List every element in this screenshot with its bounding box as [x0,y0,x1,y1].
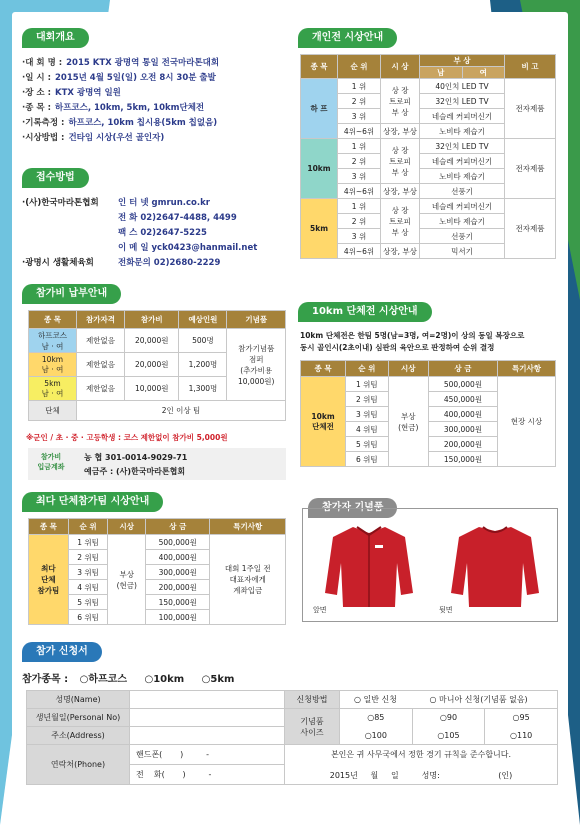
tenk-header: 상 금 [428,361,497,377]
jacket-back-label: 뒷면 [439,606,453,614]
section-title-application: 참가 신청서 [22,642,102,662]
individual-award-last: 상장, 부상 [381,244,420,259]
form-pledge-cell [285,745,558,785]
individual-prize: 노비타 제습기 [420,124,505,139]
tenk-header: 종 목 [301,361,346,377]
individual-rank: 3 위 [338,169,381,184]
rank-amount: 400,000원 [428,407,497,422]
apply-org2-contact: 전화문의 02)2680-2229 [118,258,221,268]
rank-note: 대회 1주일 전 대표자에게 계좌입금 [210,535,286,625]
individual-prize: 40인치 LED TV [420,79,505,94]
form-option-10km[interactable]: ○10km [144,674,185,685]
individual-rank: 3 위 [338,109,381,124]
rank-amount: 500,000원 [146,535,210,550]
form-method-general[interactable]: ○ 일반 신청 [354,695,397,704]
individual-header: 부 상 [420,55,505,67]
form-birth-field[interactable] [130,709,285,727]
form-event-line [22,670,234,685]
fee-event: 하프코스 남 · 여 [29,329,77,353]
fee-header: 종 목 [29,311,77,329]
rank-position: 3 위팀 [346,407,389,422]
form-name-field[interactable] [130,691,285,709]
souvenir-box [302,508,558,622]
outline-item-value: 하프코스, 10km, 5km, 10km단체전 [54,103,205,113]
fee-group-label: 단체 [29,401,77,421]
form-size-105[interactable]: ○105 [412,727,485,745]
individual-rank: 4위~6위 [338,124,381,139]
individual-prize: 네슬레 커피머신기 [420,199,505,214]
form-date-line[interactable]: 2015년 월 일 성명: (인) [329,771,513,780]
rank-position: 6 위팀 [68,610,108,625]
fee-qual: 제한없음 [77,377,125,401]
individual-rank: 1 위 [338,79,381,94]
individual-award-last: 상장, 부상 [381,124,420,139]
individual-note: 전자제품 [505,199,556,259]
rank-amount: 400,000원 [146,550,210,565]
individual-prize: 32인치 LED TV [420,94,505,109]
form-size-label: 기념품 사이즈 [285,709,340,745]
fee-amount: 20,000원 [125,329,179,353]
fee-count: 1,200명 [179,353,227,377]
tenk-header: 시상 [388,361,428,377]
rank-amount: 300,000원 [146,565,210,580]
fee-table [28,310,286,421]
individual-subheader-male: 남 [420,67,463,79]
tenk-header: 특기사항 [497,361,555,377]
rank-note: 현장 시상 [497,377,555,467]
jacket-front-image [323,523,415,609]
section-title-10km-team: 10km 단체전 시상안내 [298,302,432,322]
outline-item-value: 2015 KTX 광명역 통일 전국마라톤대회 [66,58,220,68]
section-title-souvenir: 참가자 기념품 [308,498,397,518]
form-size-85[interactable]: ○85 [340,709,413,727]
fee-header: 참가비 [125,311,179,329]
form-size-110[interactable]: ○110 [485,727,558,745]
team-award-table [28,518,286,625]
individual-rank: 4위~6위 [338,184,381,199]
individual-event: 5km [301,199,338,259]
form-address-field[interactable] [130,727,285,745]
individual-note: 전자제품 [505,139,556,199]
form-contact-label: 연락처(Phone) [27,745,130,785]
fee-amount: 20,000원 [125,353,179,377]
account-holder: 예금주 : (사)한국마라톤협회 [84,467,186,476]
outline-item [22,86,121,98]
apply-org1: ·(사)한국마라톤협회 [22,198,99,208]
rank-amount: 300,000원 [428,422,497,437]
rank-event: 10km 단체전 [301,377,346,467]
account-label: 참가비 입금계좌 [37,453,65,471]
apply-fax: 팩 스 02)2647-5225 [118,228,207,238]
team-award-header: 시상 [108,519,146,535]
tenk-header: 순 위 [346,361,389,377]
individual-header: 순 위 [338,55,381,79]
individual-header: 비 고 [505,55,556,79]
section-title-apply: 접수방법 [22,168,89,188]
outline-item-key: ·종 목 : [22,103,51,113]
rank-position: 5 위팀 [346,437,389,452]
individual-event: 10km [301,139,338,199]
individual-prize: 네슬레 커피머신기 [420,109,505,124]
fee-event: 5km 남 · 여 [29,377,77,401]
apply-org2: ·광명시 생활체육회 [22,258,94,268]
account-number: 농 협 301-0014-9029-71 [84,453,188,462]
outline-item-key: ·일 시 : [22,73,51,83]
section-title-outline: 대회개요 [22,28,89,48]
rank-position: 5 위팀 [68,595,108,610]
individual-rank: 3 위 [338,229,381,244]
form-option-half[interactable]: ○하프코스 [79,674,127,685]
tenk-table [300,360,556,467]
individual-prize: 32인치 LED TV [420,139,505,154]
fee-header: 기념품 [227,311,286,329]
rank-position: 3 위팀 [68,565,108,580]
jacket-back-image [449,523,541,609]
fee-header: 참가자격 [77,311,125,329]
rank-event: 최다 단체 참가팀 [29,535,69,625]
individual-prize: 네슬레 커피머신기 [420,154,505,169]
individual-header: 시 상 [381,55,420,79]
rank-position: 4 위팀 [346,422,389,437]
form-size-95[interactable]: ○95 [485,709,558,727]
fee-souvenir: 참가기념품 점퍼 (추가비용 10,000원) [227,329,286,401]
outline-item [22,56,219,68]
apply-email: 이 메 일 yck0423@hanmail.net [118,243,258,253]
fee-count: 500명 [179,329,227,353]
fee-qual: 제한없음 [77,329,125,353]
rank-position: 4 위팀 [68,580,108,595]
fee-event: 10km 남 · 여 [29,353,77,377]
individual-prize: 믹서기 [420,244,505,259]
rank-position: 2 위팀 [346,392,389,407]
outline-item-value: 하프코스, 10km 칩시용(5km 칩없음) [68,118,218,128]
individual-award: 상 장 트로피 부 상 [381,79,420,124]
outline-item-key: ·기록측정 : [22,118,65,128]
rank-prize-type: 부상 (현금) [108,535,146,625]
account-box [28,448,286,480]
rank-amount: 200,000원 [146,580,210,595]
form-size-100[interactable]: ○100 [340,727,413,745]
outline-item-value: KTX 광명역 일원 [54,88,121,98]
outline-item-value: 2015년 4월 5일(일) 오전 8시 30분 출발 [54,73,216,83]
individual-rank: 1 위 [338,139,381,154]
team-award-header: 특기사항 [210,519,286,535]
fee-header: 예상인원 [179,311,227,329]
individual-rank: 2 위 [338,154,381,169]
individual-header: 종 목 [301,55,338,79]
fee-count: 1,300명 [179,377,227,401]
team-award-header: 종 목 [29,519,69,535]
rank-position: 1 위팀 [68,535,108,550]
form-birth-label: 생년월일(Personal No) [27,709,130,727]
rank-amount: 200,000원 [428,437,497,452]
form-phone-field[interactable]: 전 화( ) - [130,765,285,785]
rank-amount: 500,000원 [428,377,497,392]
form-mobile-field[interactable]: 핸드폰( ) - [130,745,285,765]
form-method-options [340,691,558,709]
individual-rank: 2 위 [338,94,381,109]
section-title-individual-award: 개인전 시상안내 [298,28,397,48]
individual-subheader-female: 여 [462,67,505,79]
individual-rank: 2 위 [338,214,381,229]
tenk-desc-1: 10km 단체전은 한팀 5명(남=3명, 여=2명)이 상의 동일 복장으로 [300,331,525,340]
individual-award-last: 상장, 부상 [381,184,420,199]
outline-item [22,131,164,143]
outline-item-key: ·장 소 : [22,88,51,98]
individual-award: 상 장 트로피 부 상 [381,139,420,184]
tenk-desc-2: 동시 골인시(2초이내) 심판의 육안으로 판정하여 순위 결정 [300,343,495,352]
outline-item [22,101,204,113]
outline-item-value: 건타임 시상(우선 골인자) [68,133,165,143]
team-award-header: 상 금 [146,519,210,535]
application-form-table [26,690,558,785]
individual-prize: 선풍기 [420,184,505,199]
rank-position: 6 위팀 [346,452,389,467]
individual-rank: 1 위 [338,199,381,214]
individual-prize: 선풍기 [420,229,505,244]
rank-amount: 450,000원 [428,392,497,407]
section-title-team-award: 최다 단체참가팀 시상안내 [22,492,163,512]
jacket-front-label: 앞면 [313,606,327,614]
form-address-label: 주소(Address) [27,727,130,745]
individual-prize: 노비타 제습기 [420,169,505,184]
fee-amount: 10,000원 [125,377,179,401]
form-size-90[interactable]: ○90 [412,709,485,727]
rank-amount: 150,000원 [428,452,497,467]
rank-amount: 100,000원 [146,610,210,625]
form-pledge: 본인은 귀 사무국에서 정한 경기 규칙을 준수합니다. [330,750,512,759]
form-name-label: 성명(Name) [27,691,130,709]
individual-award-table [300,54,556,259]
fee-group-value: 2인 이상 팀 [77,401,286,421]
individual-award: 상 장 트로피 부 상 [381,199,420,244]
rank-prize-type: 부상 (현금) [388,377,428,467]
rank-position: 1 위팀 [346,377,389,392]
form-method-mania[interactable]: ○ 마니아 신청(기념품 없음) [429,695,528,704]
rank-position: 2 위팀 [68,550,108,565]
form-option-5km[interactable]: ○5km [201,674,235,685]
form-method-label: 신청방법 [285,691,340,709]
section-title-fee: 참가비 납부안내 [22,284,121,304]
apply-phone: 전 화 02)2647-4488, 4499 [118,213,237,223]
rank-amount: 150,000원 [146,595,210,610]
fee-note: ※군인 / 초 · 중 · 고등학생 : 코스 제한없이 참가비 5,000원 [26,433,228,442]
form-event-label: 참가종목 : [22,674,69,685]
outline-item-key: ·시상방법 : [22,133,65,143]
individual-rank: 4위~6위 [338,244,381,259]
apply-internet: 인 터 넷 gmrun.co.kr [118,198,210,208]
team-award-header: 순 위 [68,519,108,535]
fee-qual: 제한없음 [77,353,125,377]
outline-item-key: ·대 회 명 : [22,58,63,68]
individual-prize: 노비타 제습기 [420,214,505,229]
outline-item [22,71,216,83]
individual-note: 전자제품 [505,79,556,139]
individual-event: 하 프 [301,79,338,139]
outline-item [22,116,217,128]
